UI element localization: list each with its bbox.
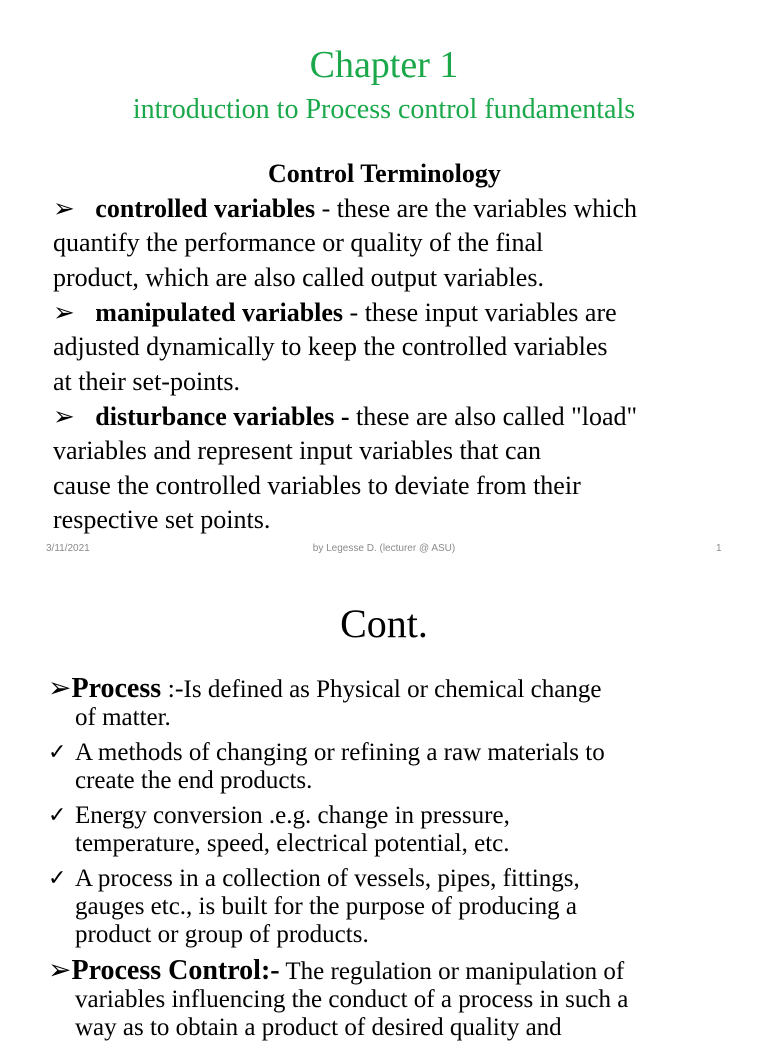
- definition-controlled-variables: [53, 192, 637, 227]
- chapter-subtitle: introduction to Process control fundamentals: [132, 94, 636, 125]
- definition-text: Is defined as Physical or chemical change: [183, 676, 602, 703]
- definition-line: cause the controlled variables to deviate from their: [53, 471, 581, 500]
- term-label: disturbance variables -: [95, 402, 350, 431]
- slide-title: Cont.: [340, 601, 428, 646]
- definition-line: respective set points.: [53, 505, 271, 534]
- term-label: Process Control:-: [71, 955, 280, 986]
- definition-text: these are also called "load": [349, 402, 638, 431]
- definition-line: quantify the performance or quality of the final: [53, 228, 544, 257]
- check-icon: ✓: [48, 865, 67, 890]
- check-icon: ✓: [48, 739, 67, 764]
- term-label: controlled variables: [95, 194, 316, 223]
- bullet-line: temperature, speed, electrical potential, etc.: [75, 830, 510, 857]
- bullet-line: A process in a collection of vessels, pipes, fittings,: [75, 865, 580, 892]
- definition-line: way as to obtain a product of desired quality and: [75, 1014, 562, 1041]
- definition-line: variables and represent input variables that can: [53, 436, 542, 465]
- definition-text: - these input variables are: [343, 298, 617, 327]
- bullet-line: product or group of products.: [75, 921, 369, 948]
- definition-line: product, which are also called output variables.: [53, 263, 544, 292]
- definition-line: of matter.: [75, 704, 171, 731]
- term-label: Process: [71, 673, 162, 704]
- footer-page-number: 1: [716, 543, 722, 554]
- bullet-line: Energy conversion .e.g. change in pressure,: [75, 802, 510, 829]
- slide-2: [0, 576, 768, 1041]
- arrow-bullet-icon: ➢: [48, 673, 72, 704]
- section-heading: Control Terminology: [268, 159, 501, 188]
- arrow-bullet-icon: ➢: [48, 955, 72, 986]
- term-label: manipulated variables: [95, 298, 344, 327]
- bullet-line: A methods of changing or refining a raw materials to: [75, 739, 605, 766]
- definition-manipulated-variables: [53, 296, 617, 331]
- footer-author: by Legesse D. (lecturer @ ASU): [312, 543, 456, 554]
- definition-text: The regulation or manipulation of: [279, 958, 625, 985]
- arrow-bullet-icon: ➢: [53, 402, 75, 431]
- footer-date: 3/11/2021: [46, 543, 90, 554]
- bullet-line: gauges etc., is built for the purpose of producing a: [75, 893, 577, 920]
- definition-line: adjusted dynamically to keep the controlled variables: [53, 332, 608, 361]
- term-separator: :-: [161, 674, 184, 703]
- definition-line: at their set-points.: [53, 367, 241, 396]
- check-icon: ✓: [48, 802, 67, 827]
- definition-text: - these are the variables which: [315, 194, 638, 223]
- arrow-bullet-icon: ➢: [53, 298, 75, 327]
- definition-disturbance-variables: [53, 400, 637, 435]
- chapter-title: Chapter 1: [309, 44, 459, 86]
- definition-line: variables influencing the conduct of a process in such a: [75, 986, 629, 1013]
- arrow-bullet-icon: ➢: [53, 194, 75, 223]
- bullet-line: create the end products.: [75, 767, 313, 794]
